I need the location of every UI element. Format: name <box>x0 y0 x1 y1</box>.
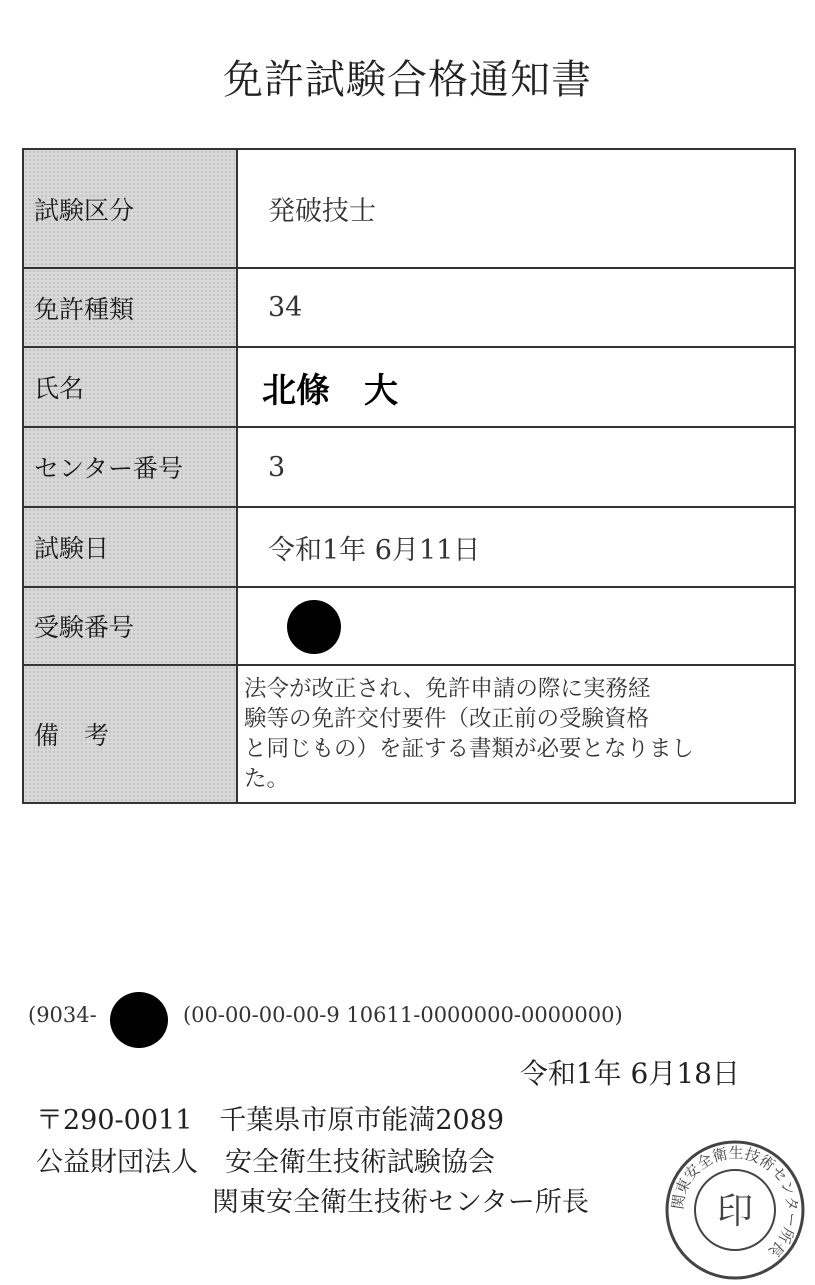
remarks-line: た。 <box>244 766 290 792</box>
label-exam-date: 試験日 <box>23 507 237 587</box>
value-remarks <box>237 665 795 803</box>
table-row <box>23 149 795 268</box>
code-left: (9034- <box>28 1003 97 1027</box>
organization-name: 公益財団法人 安全衛生技術試験協会 <box>36 1147 495 1178</box>
official-seal-stamp <box>660 1135 810 1285</box>
label-center-number: センター番号 <box>23 427 237 507</box>
table-row <box>23 665 795 803</box>
value-exam-date: 令和1年 6月11日 <box>237 507 795 587</box>
table-row <box>23 427 795 507</box>
redaction-mark-code <box>110 992 168 1048</box>
redaction-mark-exam-number <box>287 600 341 654</box>
exam-info-table <box>22 148 796 804</box>
label-exam-number: 受験番号 <box>23 587 237 665</box>
seal-ring-text: 関東安全衛生技術センター所長 <box>668 1143 802 1261</box>
issue-date: 令和1年 6月18日 <box>519 1057 740 1090</box>
label-remarks: 備 考 <box>23 665 237 803</box>
seal-center-text: 印 <box>716 1191 754 1232</box>
signer-title: 関東安全衛生技術センター所長 <box>212 1187 589 1218</box>
document-title: 免許試験合格通知書 <box>223 57 592 103</box>
table-row <box>23 347 795 427</box>
remarks-line: と同じもの）を証する書類が必要となりまし <box>244 736 695 762</box>
value-exam-category: 発破技士 <box>237 149 795 268</box>
table-row <box>23 507 795 587</box>
remarks-line: 験等の免許交付要件（改正前の受験資格 <box>244 706 650 732</box>
table-row <box>23 587 795 665</box>
code-right: (00-00-00-00-9 10611-0000000-0000000) <box>182 1003 623 1027</box>
table-row <box>23 268 795 347</box>
label-exam-category: 試験区分 <box>23 149 237 268</box>
postal-address: 〒290-0011 千葉県市原市能満2089 <box>36 1105 505 1136</box>
value-center-number: 3 <box>237 427 795 507</box>
label-license-type: 免許種類 <box>23 268 237 347</box>
remarks-line: 法令が改正され、免許申請の際に実務経 <box>244 676 651 702</box>
value-license-type: 34 <box>237 268 795 347</box>
value-name: 北條 大 <box>237 347 795 427</box>
label-name: 氏名 <box>23 347 237 427</box>
